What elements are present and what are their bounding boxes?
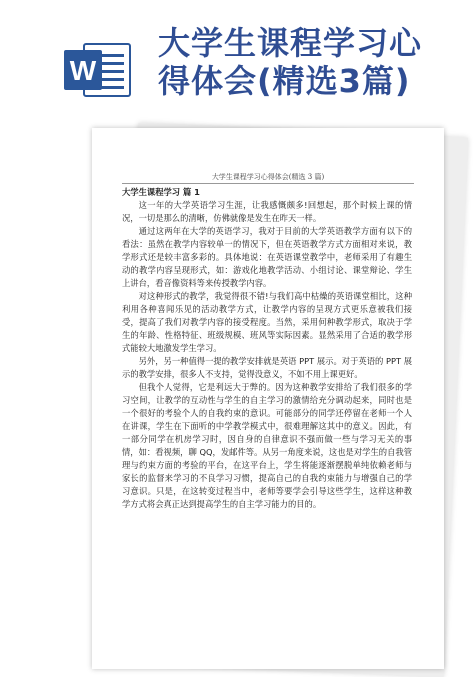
page-header: 大学生课程学习心得体会(精选 3 篇) xyxy=(211,173,325,181)
paragraph: 这一年的大学英语学习生涯，让我感慨颇多!回想起，那个时候上课的情况，一切是那么的清晰，仿佛就像是发生在昨天一样。 xyxy=(122,200,412,223)
title-banner xyxy=(0,0,474,116)
banner-title-line-2: 得体会(精选3篇) xyxy=(158,62,411,100)
banner-title-line-1: 大学生课程学习心 xyxy=(158,24,423,62)
paragraph: 对这种形式的教学，我觉得很不错!与我们高中枯燥的英语课堂相比，这种利用各种喜闻乐见的活动教学方式，让教学内容的呈现方式更乐意被我们接受，提高了我们对教学内容的接受程度。当然，采用何种教学形式，取决于学生的年龄、性格特征、班级规模、班风等实际因素。显然采用了合适的教学形式能较大地激发学生学习。 xyxy=(122,291,412,353)
paragraph: 通过这两年在大学的英语学习，我对于目前的大学英语教学方面有以下的看法：虽然在教学内容较单一的情况下，但在英语教学方式方面相对来说，教学形式还是较丰富多彩的。具体地说：在英语课堂教学中，老师采用了有趣生动的教学内容呈现形式，如：游戏化地教学活动、小组讨论、课堂辩论、学生上讲台，看音像资料等来传授教学内容。 xyxy=(122,226,412,288)
document-page xyxy=(92,128,444,669)
word-icon-letter: W xyxy=(69,55,97,86)
word-document-icon xyxy=(62,40,134,100)
banner-title xyxy=(158,24,448,100)
section-title: 大学生课程学习 篇 1 xyxy=(122,187,200,197)
document-body xyxy=(122,186,412,511)
paragraph: 另外，另一种值得一提的教学安排就是英语 PPT 展示。对于英语的 PPT 展示的教学安排，很多人不支持，觉得没意义，不如不用上课更好。 xyxy=(122,356,412,379)
header-rule xyxy=(122,183,414,184)
paragraph: 但我个人觉得，它是利远大于弊的。因为这种教学安排给了我们很多的学习空间，让教学的互动性与学生的自主学习的激情给充分调动起来，同时也是一个很好的考验个人的自我约束的意识。可能部分的同学还停留在老师一个人在讲课，学生在下面听的中学教学模式中，很难理解这其中的意义。因此，有一部分同学在机房学习时，因自身的自律意识不强而做一些与学习无关的事情，如：看视频，聊 QQ，发邮件等。从另一角度来说，这也是对学生的自我管理与约束方面的考验的平台，在这平台上，学生将能逐渐摆脱单纯依赖老师与家长的监督来学习的不良学习习惯，提高自己的自我约束能力与增强自己的学习意识。只是，在这转变过程当中，老师等要学会引导这些学生，这样这种教学方式将会真正达到提高学生的自主学习能力的目的。 xyxy=(122,382,412,509)
